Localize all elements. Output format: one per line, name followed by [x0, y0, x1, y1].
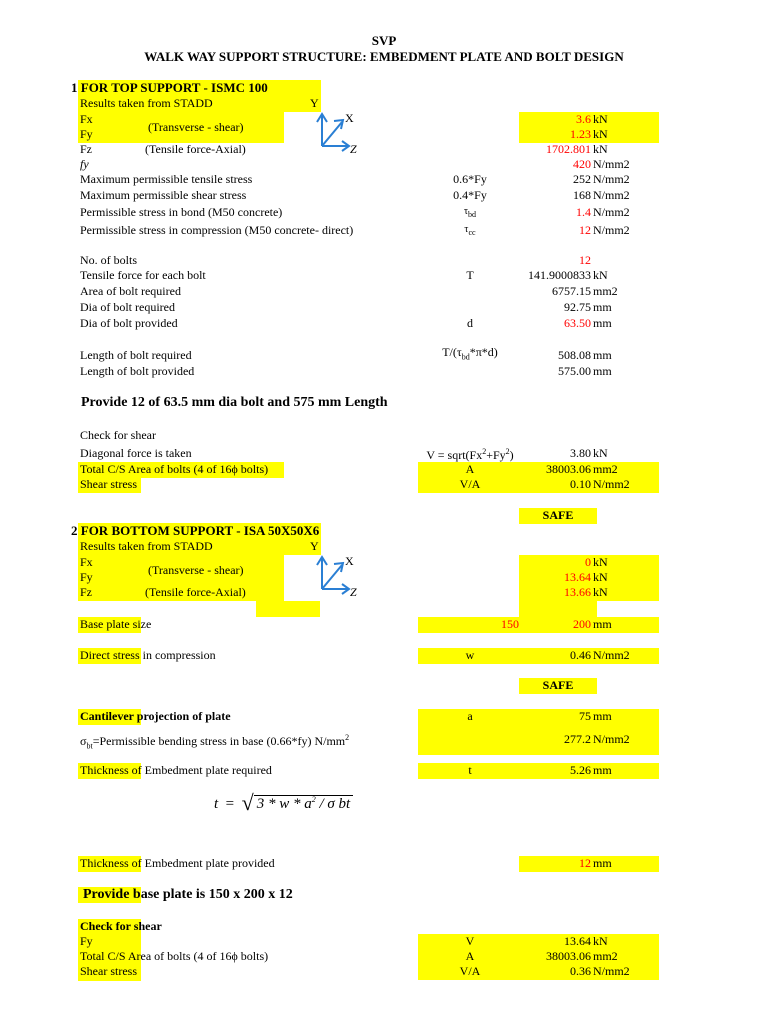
sec2-total-cs-value: 38003.06 [546, 949, 591, 963]
sec1-fz-label: Fz [80, 142, 92, 156]
sec2-direct-symbol: w [465, 648, 475, 662]
sec2-safe-badge: SAFE [542, 678, 574, 692]
sec2-fy-row-symbol: V [465, 934, 475, 948]
sec2-thick-prov-value: 12 [579, 856, 591, 870]
sec1-max-shear-unit: N/mm2 [593, 188, 630, 202]
sec2-direct-value: 0.46 [570, 648, 591, 662]
sec1-max-tensile-formula: 0.6*Fy [453, 172, 487, 186]
sec2-axis-y: Y [310, 539, 319, 553]
sec2-spacer-highlight-2 [519, 601, 597, 617]
sec1-check-shear-label: Check for shear [80, 428, 156, 442]
sec2-sigma-value: 277.2 [564, 732, 591, 746]
sec2-direct-unit: N/mm2 [593, 648, 630, 662]
org-title: SVP [371, 33, 397, 48]
sec1-tens-each-value: 141.9000833 [528, 268, 591, 282]
sec1-fx-unit: kN [593, 112, 608, 126]
sec2-fz-value: 13.66 [564, 585, 591, 599]
sec1-diag-unit: kN [593, 446, 608, 460]
sec2-cant-label: Cantilever projection of plate [80, 709, 231, 723]
sec2-sigma-label: $\sigma_{bt}=Permissible$ bending stress in base (0.66*fy) $N/mm^2$ [80, 733, 350, 751]
sec1-len-req-formula: $T/(\tau_{bd}*\pi*d)$ [442, 345, 498, 362]
sec2-shear-stress-unit: N/mm2 [593, 964, 630, 978]
sec1-tens-each-label: Tensile force for each bolt [80, 268, 206, 282]
sec2-stadd-label: Results taken from STADD [80, 539, 213, 553]
sec2-axis-z: Z [350, 585, 357, 599]
sec2-thick-req-value: 5.26 [570, 763, 591, 777]
sec1-area-req-label: Area of bolt required [80, 284, 181, 298]
sec1-max-shear-label: Maximum permissible shear stress [80, 188, 247, 202]
sec2-total-cs-unit: mm2 [593, 949, 618, 963]
sec1-bond-unit: N/mm2 [593, 205, 630, 219]
sec2-heading: 2 FOR BOTTOM SUPPORT - ISA 50X50X6 [71, 523, 320, 538]
sec2-thick-req-label: Thickness of Embedment plate required [80, 763, 272, 777]
sec1-heading: 1 FOR TOP SUPPORT - ISMC 100 [71, 80, 268, 95]
sec2-shear-stress-value: 0.36 [570, 964, 591, 978]
sec2-shear-stress-formula: V/A [459, 964, 481, 978]
sec1-shear-stress-value: 0.10 [570, 477, 591, 491]
sec2-tensile-label: (Tensile force-Axial) [145, 585, 246, 599]
sec2-fy-unit: kN [593, 570, 608, 584]
sec2-fy-row-unit: kN [593, 934, 608, 948]
sec2-fx-unit: kN [593, 555, 608, 569]
sec2-axis-x: X [345, 554, 354, 568]
sec1-tens-each-symbol: T [466, 268, 474, 282]
sec1-fx-label: Fx [80, 112, 93, 126]
sec1-dia-req-value: 92.75 [564, 300, 591, 314]
sec1-nbolts-label: No. of bolts [80, 253, 137, 267]
sec1-len-req-unit: mm [593, 348, 612, 362]
sec1-fx-value: 3.6 [576, 112, 591, 126]
sec2-thick-req-symbol: t [468, 763, 472, 777]
sec2-base-unit: mm [593, 617, 612, 631]
sec1-dia-prov-symbol: d [467, 316, 473, 330]
sec1-fy-label: Fy [80, 127, 93, 141]
sec2-direct-label: Direct stress in compression [80, 648, 216, 662]
sec1-total-cs-value: 38003.06 [546, 462, 591, 476]
sec1-total-cs-symbol: A [465, 462, 475, 476]
sec2-cant-unit: mm [593, 709, 612, 723]
sec2-spacer-highlight [256, 601, 320, 617]
sec1-fz-value: 1702.801 [546, 142, 591, 156]
sec2-fx-value: 0 [585, 555, 591, 569]
sec2-axes-icon [312, 551, 372, 597]
sec1-diag-formula: $V = sqrt(Fx^2+Fy^2)$ [426, 447, 514, 462]
sec2-cant-value: 75 [579, 709, 591, 723]
page-title: WALK WAY SUPPORT STRUCTURE: EMBEDMENT PLATE AND BOLT DESIGN [144, 49, 624, 64]
sec1-tens-each-unit: kN [593, 268, 608, 282]
sec2-transverse-label: (Transverse - shear) [148, 563, 244, 577]
sec1-fy-value: 1.23 [570, 127, 591, 141]
sec2-total-cs-label: Total C/S Area of bolts (4 of 16ϕ bolts) [80, 949, 269, 963]
sec1-nbolts-value: 12 [579, 253, 591, 267]
sec1-axis-z: Z [350, 142, 357, 156]
sec1-dia-prov-label: Dia of bolt provided [80, 316, 178, 330]
sec1-len-prov-value: 575.00 [558, 364, 591, 378]
sec1-provide-note: Provide 12 of 63.5 mm dia bolt and 575 mm Length [81, 395, 388, 410]
sec1-shear-stress-unit: N/mm2 [593, 477, 630, 491]
sec1-len-req-label: Length of bolt required [80, 348, 192, 362]
sec1-diag-label: Diagonal force is taken [80, 446, 192, 460]
sec1-fy-unit: kN [593, 127, 608, 141]
sec1-total-cs-unit: mm2 [593, 462, 618, 476]
sec1-max-tensile-unit: N/mm2 [593, 172, 630, 186]
sec1-safe-badge: SAFE [542, 508, 574, 522]
sec1-len-prov-unit: mm [593, 364, 612, 378]
sec1-bond-value: 1.4 [576, 205, 591, 219]
sec1-axes-icon [312, 108, 372, 154]
sec1-comp-unit: N/mm2 [593, 223, 630, 237]
sec1-axis-x: X [345, 111, 354, 125]
sec1-comp-label: Permissible stress in compression (M50 concrete- direct) [80, 223, 354, 237]
sec1-transverse-label: (Transverse - shear) [148, 120, 244, 134]
sec2-fz-label: Fz [80, 585, 92, 599]
sec2-fy-label: Fy [80, 570, 93, 584]
sec1-bond-symbol: $\tau_{bd}$ [463, 206, 477, 219]
sec1-fy-symbol: fy [80, 157, 89, 171]
thickness-equation: t = √ 3 * w * $a^2$ / σ bt [214, 790, 353, 814]
sec2-fy-row-value: 13.64 [564, 934, 591, 948]
sec2-base-label: Base plate size [80, 617, 152, 631]
sec1-total-cs-label: Total C/S Area of bolts (4 of 16ϕ bolts) [80, 462, 269, 476]
sec2-provide-note: Provide base plate is 150 x 200 x 12 [83, 887, 293, 902]
sec1-comp-symbol: $\tau_{cc}$ [464, 224, 476, 237]
sec1-dia-req-label: Dia of bolt required [80, 300, 175, 314]
sec1-shear-stress-formula: V/A [459, 477, 481, 491]
sec1-dia-prov-value: 63.50 [564, 316, 591, 330]
sec2-thick-prov-label: Thickness of Embedment plate provided [80, 856, 275, 870]
sec2-base-length: 200 [573, 617, 591, 631]
sec1-dia-req-unit: mm [593, 300, 612, 314]
sec1-area-req-unit: mm2 [593, 284, 618, 298]
sec2-base-width: 150 [501, 617, 519, 631]
sec1-stadd-label: Results taken from STADD [80, 96, 213, 110]
sec1-max-tensile-label: Maximum permissible tensile stress [80, 172, 253, 186]
sec2-fz-unit: kN [593, 585, 608, 599]
sec1-fy-steel-unit: N/mm2 [593, 157, 630, 171]
sec1-comp-value: 12 [579, 223, 591, 237]
sec1-max-shear-value: 168 [573, 188, 591, 202]
sec2-check-shear-label: Check for shear [80, 919, 162, 933]
sec1-fy-steel-value: 420 [573, 157, 591, 171]
sec2-shear-stress-label: Shear stress [80, 964, 137, 978]
sec2-thick-prov-unit: mm [593, 856, 612, 870]
sec2-cant-symbol: a [467, 709, 473, 723]
sec1-bond-label: Permissible stress in bond (M50 concrete) [80, 205, 283, 219]
sec1-len-req-value: 508.08 [558, 348, 591, 362]
sec2-sigma-unit: N/mm2 [593, 732, 630, 746]
sec1-tensile-label: (Tensile force-Axial) [145, 142, 246, 156]
sec2-thick-req-unit: mm [593, 763, 612, 777]
sec2-total-cs-symbol: A [465, 949, 475, 963]
sec2-fy-row-label: Fy [80, 934, 93, 948]
sec1-max-shear-formula: 0.4*Fy [453, 188, 487, 202]
sec1-max-tensile-value: 252 [573, 172, 591, 186]
sec1-dia-prov-unit: mm [593, 316, 612, 330]
sec2-fx-label: Fx [80, 555, 93, 569]
sec2-fy-value: 13.64 [564, 570, 591, 584]
sec1-fz-unit: kN [593, 142, 608, 156]
sec1-len-prov-label: Length of bolt provided [80, 364, 195, 378]
sec1-axis-y: Y [310, 96, 319, 110]
sec1-shear-stress-label: Shear stress [80, 477, 137, 491]
sec1-area-req-value: 6757.15 [552, 284, 591, 298]
sec1-diag-value: 3.80 [570, 446, 591, 460]
